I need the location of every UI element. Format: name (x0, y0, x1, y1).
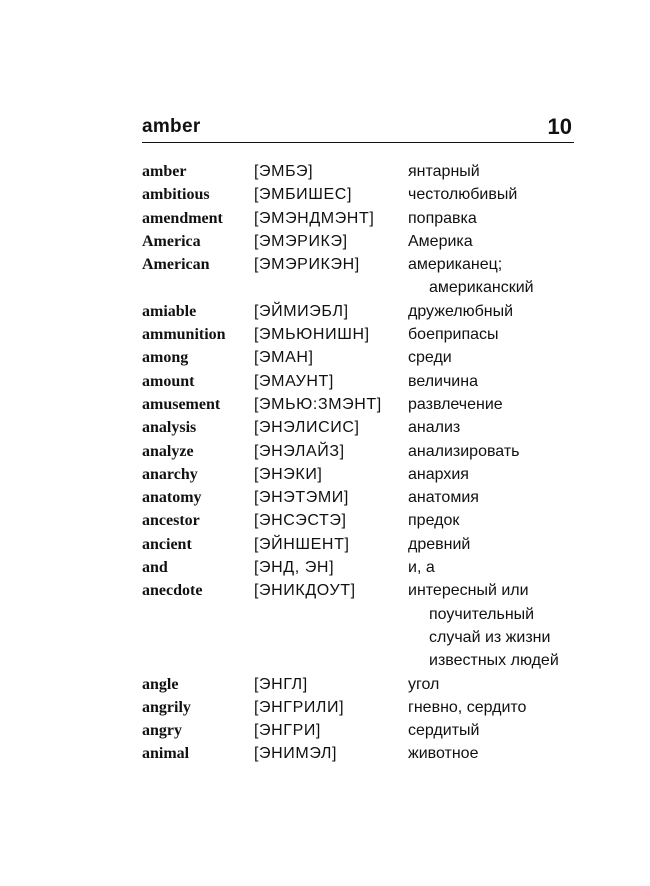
translation-line: анархия (408, 465, 469, 483)
entry-pronunciation: [ЭМЭРИКЭ] (254, 232, 348, 250)
entry-translation (408, 556, 582, 579)
translation-line: случай из жизни (429, 628, 551, 646)
translation-line: поправка (408, 209, 477, 227)
entry-translation (408, 300, 582, 323)
entry-translation (408, 160, 582, 183)
entry-word: amount (142, 372, 195, 390)
entry-word: animal (142, 745, 190, 763)
translation-line: и, а (408, 559, 435, 577)
dictionary-entry (142, 533, 582, 556)
entry-translation (408, 393, 582, 416)
translation-line: анализ (408, 419, 461, 437)
entry-pronunciation: [ЭМБИШЕС] (254, 186, 353, 204)
entry-translation (408, 579, 582, 672)
translation-line: дружелюбный (408, 302, 514, 320)
entry-pronunciation: [ЭМАН] (254, 349, 314, 367)
entry-word: amiable (142, 302, 197, 320)
entry-word: ambitious (142, 186, 210, 204)
entry-translation (408, 253, 582, 300)
translation-line: янтарный (408, 163, 480, 180)
entry-word: ammunition (142, 326, 226, 344)
translation-line: честолюбивый (408, 186, 518, 204)
dictionary-entries (142, 160, 582, 766)
entry-translation (408, 509, 582, 532)
dictionary-entry (142, 370, 582, 393)
translation-line: сердитый (408, 722, 480, 740)
entry-pronunciation: [ЭМЬЮ:ЗМЭНТ] (254, 395, 382, 413)
entry-word: anarchy (142, 465, 198, 483)
translation-line: величина (408, 372, 478, 390)
dictionary-entry (142, 323, 582, 346)
running-header (142, 114, 574, 143)
dictionary-entry (142, 509, 582, 532)
entry-pronunciation: [ЭНИМЭЛ] (254, 745, 338, 763)
entry-word: American (142, 256, 210, 274)
entry-translation (408, 440, 582, 463)
entry-word: and (142, 559, 168, 577)
dictionary-entry (142, 440, 582, 463)
entry-pronunciation: [ЭНГРИЛИ] (254, 698, 345, 716)
dictionary-entry (142, 160, 582, 183)
translation-line: известных людей (429, 652, 559, 670)
entry-pronunciation: [ЭМЭНДМЭНТ] (254, 209, 375, 227)
translation-line: животное (408, 745, 479, 763)
translation-line: угол (408, 675, 440, 693)
entry-pronunciation: [ЭМАУНТ] (254, 372, 334, 390)
translation-line: американец; (408, 256, 503, 274)
entry-pronunciation: [ЭНИКДОУТ] (254, 582, 356, 600)
entry-pronunciation: [ЭЙНШЕНТ] (254, 535, 350, 553)
entry-pronunciation: [ЭМБЭ] (254, 163, 314, 180)
entry-pronunciation: [ЭНЭЛАЙЗ] (254, 442, 345, 460)
entry-word: analyze (142, 442, 194, 460)
translation-line: американский (429, 279, 534, 297)
translation-line: анализировать (408, 442, 520, 460)
entry-pronunciation: [ЭНЭТЭМИ] (254, 489, 349, 507)
entry-translation (408, 416, 582, 439)
entry-translation (408, 323, 582, 346)
entry-word: anatomy (142, 489, 202, 507)
entry-translation (408, 183, 582, 206)
dictionary-entry (142, 742, 582, 765)
translation-line: среди (408, 349, 452, 367)
dictionary-entry (142, 556, 582, 579)
translation-line: боеприпасы (408, 326, 499, 344)
translation-line: анатомия (408, 489, 479, 507)
entry-translation (408, 486, 582, 509)
entry-translation (408, 673, 582, 696)
entry-word: analysis (142, 419, 197, 437)
entry-translation (408, 742, 582, 765)
translation-line: поучительный (429, 605, 535, 623)
entry-word: amendment (142, 209, 223, 227)
entry-pronunciation: [ЭНСЭСТЭ] (254, 512, 347, 530)
dictionary-entry (142, 719, 582, 742)
translation-line: интересный или (408, 582, 529, 600)
entry-word: anecdote (142, 582, 203, 600)
dictionary-entry (142, 579, 582, 672)
entry-word: among (142, 349, 189, 367)
entry-pronunciation: [ЭМЭРИКЭН] (254, 256, 360, 274)
entry-word: angrily (142, 698, 191, 716)
dictionary-entry (142, 183, 582, 206)
entry-word: America (142, 232, 201, 250)
entry-word: angle (142, 675, 179, 693)
entry-translation (408, 719, 582, 742)
entry-translation (408, 463, 582, 486)
dictionary-entry (142, 207, 582, 230)
entry-word: angry (142, 722, 182, 740)
dictionary-entry (142, 696, 582, 719)
translation-line: гневно, сердито (408, 698, 527, 716)
entry-pronunciation: [ЭМЬЮНИШН] (254, 326, 370, 344)
entry-pronunciation: [ЭНЭКИ] (254, 465, 323, 483)
translation-line: предок (408, 512, 460, 530)
entry-pronunciation: [ЭНГРИ] (254, 722, 321, 740)
entry-translation (408, 370, 582, 393)
entry-translation (408, 346, 582, 369)
dictionary-entry (142, 393, 582, 416)
entry-word: amber (142, 163, 187, 180)
translation-line: древний (408, 535, 471, 553)
translation-line: развлечение (408, 395, 503, 413)
entry-pronunciation: [ЭНД, ЭН] (254, 559, 335, 577)
dictionary-entry (142, 673, 582, 696)
entry-translation (408, 696, 582, 719)
header-guide-word: amber (142, 116, 201, 137)
dictionary-entry (142, 463, 582, 486)
entry-translation (408, 207, 582, 230)
entry-word: ancestor (142, 512, 200, 530)
translation-line: Америка (408, 232, 473, 250)
dictionary-entry (142, 346, 582, 369)
entry-word: ancient (142, 535, 192, 553)
dictionary-entry (142, 230, 582, 253)
entry-pronunciation: [ЭЙМИЭБЛ] (254, 302, 349, 320)
dictionary-entry (142, 486, 582, 509)
page-number: 10 (547, 114, 572, 139)
entry-translation (408, 230, 582, 253)
dictionary-entry (142, 253, 582, 300)
dictionary-entry (142, 416, 582, 439)
dictionary-entry (142, 300, 582, 323)
entry-translation (408, 533, 582, 556)
entry-pronunciation: [ЭНГЛ] (254, 675, 308, 693)
entry-word: amusement (142, 395, 221, 413)
entry-pronunciation: [ЭНЭЛИСИС] (254, 419, 360, 437)
